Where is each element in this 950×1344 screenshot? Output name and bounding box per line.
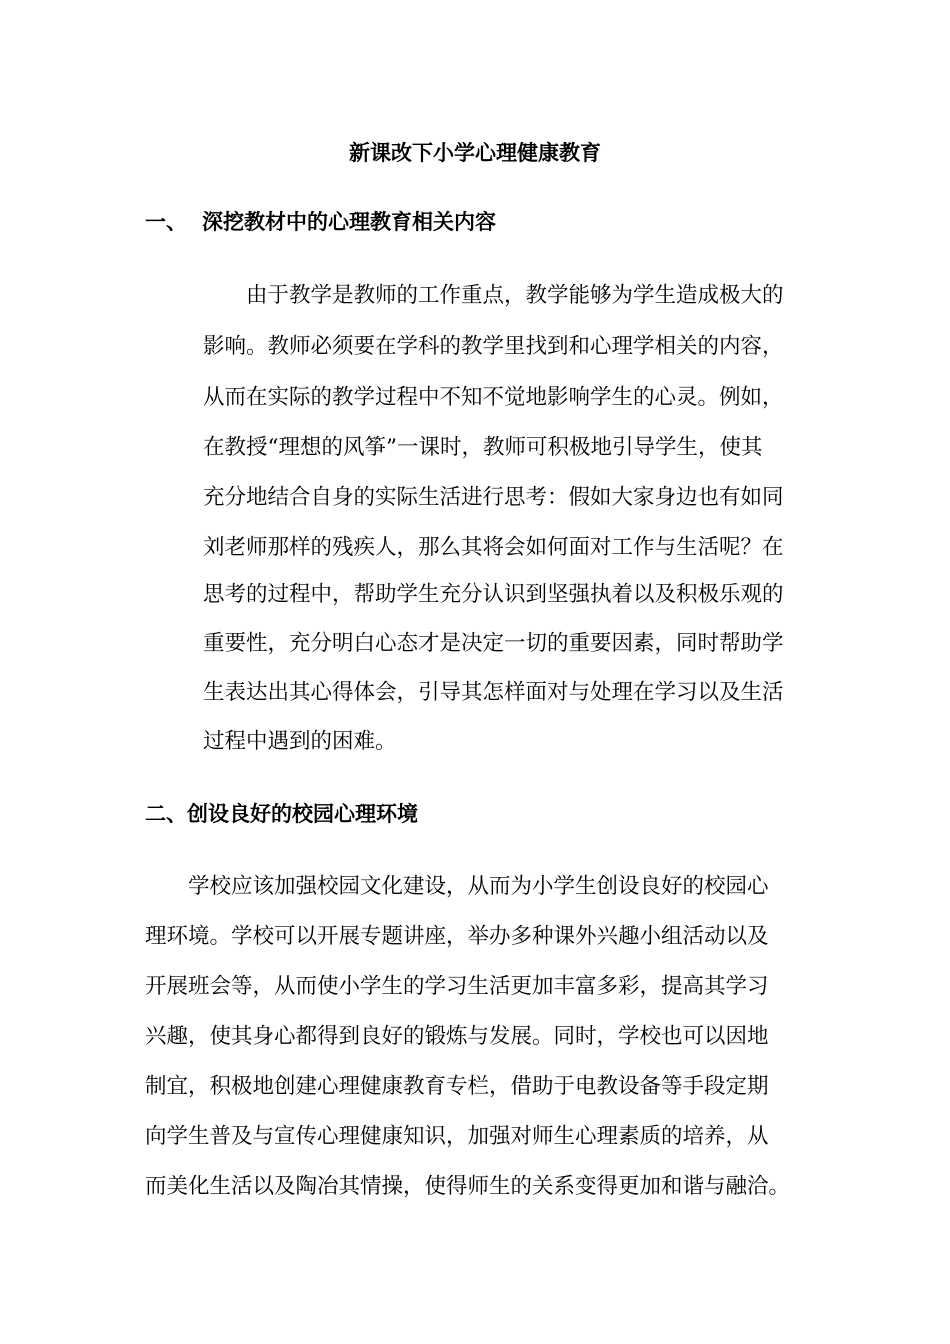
paragraph-line: 而美化生活以及陶冶其情操，使得师生的关系变得更加和谐与融洽。: [145, 1174, 791, 1199]
paragraph-line: 从而在实际的教学过程中不知不觉地影响学生的心灵。例如，: [203, 385, 784, 410]
paragraph-line: 生表达出其心得体会，引导其怎样面对与处理在学习以及生活: [203, 680, 784, 705]
paragraph-line: 过程中遇到的困难。: [203, 729, 397, 754]
paragraph-line: 影响。教师必须要在学科的教学里找到和心理学相关的内容，: [203, 334, 784, 359]
paragraph-line: 理环境。学校可以开展专题讲座，举办多种课外兴趣小组活动以及: [145, 924, 769, 949]
paragraph-line: 学校应该加强校园文化建设，从而为小学生创设良好的校园心: [188, 874, 769, 899]
paragraph-line: 开展班会等，从而使小学生的学习生活更加丰富多彩，提高其学习: [145, 974, 769, 999]
paragraph-line: 思考的过程中，帮助学生充分认识到坚强执着以及积极乐观的: [203, 582, 784, 607]
section-1-heading: [145, 207, 496, 237]
paragraph-line: 由于教学是教师的工作重点，教学能够为学生造成极大的: [246, 283, 784, 308]
paragraph-line: 刘老师那样的残疾人，那么其将会如何面对工作与生活呢？在: [203, 535, 784, 560]
section-1-heading-text: 深挖教材中的心理教育相关内容: [202, 209, 496, 234]
paragraph-line: 充分地结合自身的实际生活进行思考：假如大家身边也有如同: [203, 485, 784, 510]
document-title: 新课改下小学心理健康教育: [349, 140, 601, 165]
paragraph-line: 制宜，积极地创建心理健康教育专栏，借助于电教设备等手段定期: [145, 1074, 769, 1099]
paragraph-line: 向学生普及与宣传心理健康知识，加强对师生心理素质的培养，从: [145, 1124, 769, 1149]
paragraph-line: 重要性，充分明白心态才是决定一切的重要因素，同时帮助学: [203, 631, 784, 656]
section-1-number: 一、: [145, 209, 187, 234]
section-2-heading: 二、创设良好的校园心理环境: [145, 801, 418, 826]
paragraph-line: 兴趣，使其身心都得到良好的锻炼与发展。同时，学校也可以因地: [145, 1024, 769, 1049]
paragraph-line: 在教授“理想的风筝”一课时，教师可积极地引导学生，使其: [203, 435, 763, 460]
